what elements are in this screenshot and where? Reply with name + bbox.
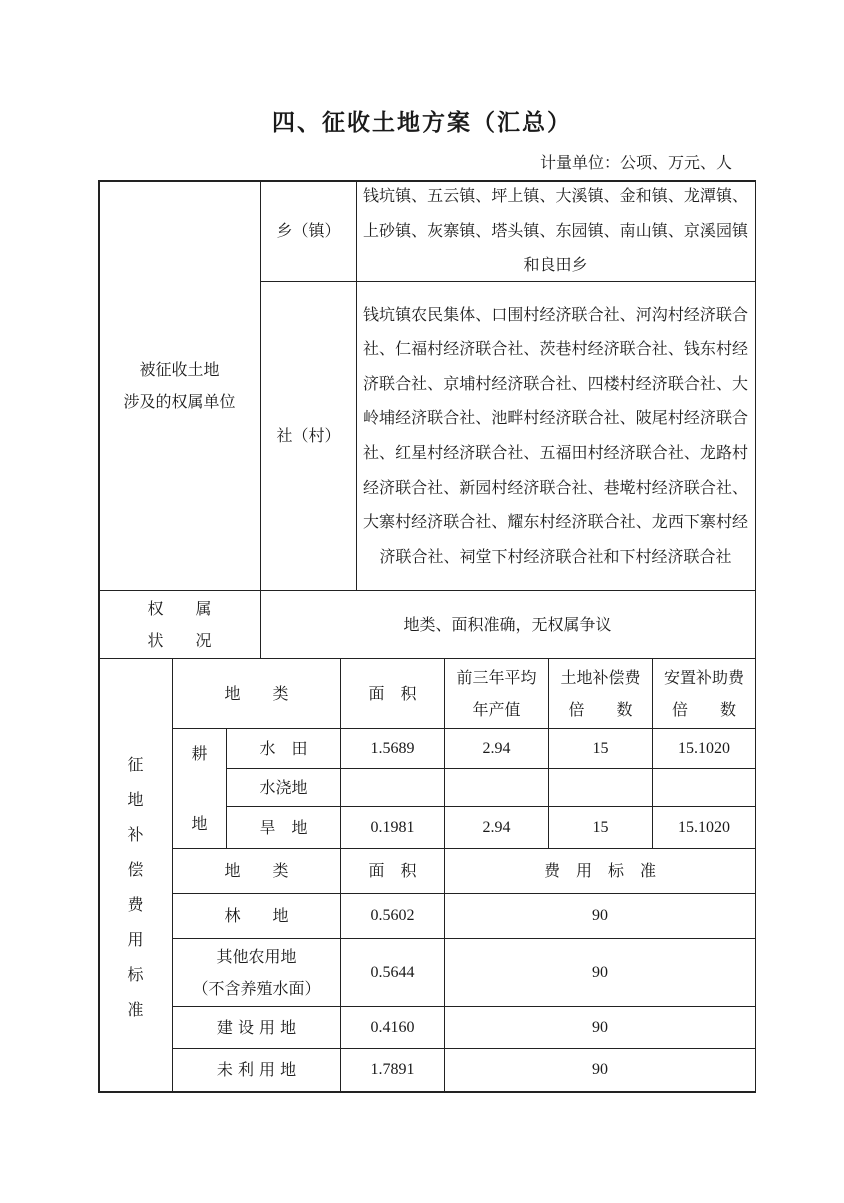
ownership-label-line2: 状 况	[147, 630, 212, 650]
cultivated-label-bottom: 地	[191, 814, 208, 833]
ownership-label	[99, 591, 260, 658]
table-cell-area	[341, 769, 444, 806]
table-cell-type: 旱 地	[259, 817, 308, 837]
table-cell-type: 未 利 用 地	[216, 1060, 297, 1079]
side-char: 补	[127, 825, 144, 844]
header-avg-output	[445, 659, 548, 728]
side-char: 准	[127, 1000, 144, 1019]
page-title: 四、征收土地方案（汇总）	[272, 109, 572, 136]
side-char: 标	[127, 965, 144, 984]
table-cell-type: 林 地	[224, 906, 289, 925]
table-cell-standard: 90	[592, 963, 608, 981]
ownership-value: 地类、面积准确，无权属争议	[403, 614, 612, 634]
table-cell-resettle-mult: 15.1020	[678, 739, 730, 757]
header-resettle-mult-l1: 安置补助费	[663, 667, 744, 687]
table-cell-land-mult: 15	[592, 818, 609, 836]
village-value: 钱坑镇农民集体、口围村经济联合社、河沟村经济联合社、仁福村经济联合社、茨巷村经济联合社、钱东村经济联合社、京埔村经济联合社、四楼村经济联合社、大岭埔经济联合社、池畔村经济联合社、陂尾村经济联合社、红星村经济联合社、五福田村经济联合社、龙路村经济联合社、新园村经济联合社、巷墘村经济联合社、大寨村经济联合社、耀东村经济联合社、龙西下寨村经济联合社、祠堂下村经济联合社和下村经济联合社	[363, 304, 748, 566]
owner-label-line1: 被征收土地	[139, 359, 220, 379]
header-land-type: 地 类	[224, 683, 289, 703]
header-land-mult-l2: 倍 数	[568, 699, 633, 719]
table-cell-type	[173, 939, 340, 1006]
township-value: 钱坑镇、五云镇、坪上镇、大溪镇、金和镇、龙潭镇、上砂镇、灰寨镇、塔头镇、东园镇、南山镇、京溪园镇和良田乡	[363, 186, 748, 275]
header-resettle-mult-l2: 倍 数	[671, 699, 736, 719]
table-cell-area: 0.5602	[370, 907, 415, 924]
owner-label	[99, 181, 260, 590]
table-cell-type-l1: 其他农用地	[216, 946, 297, 966]
table-cell-type: 建 设 用 地	[216, 1017, 297, 1037]
unit-label: 计量单位：公项、万元、人	[539, 153, 732, 172]
table-cell-avg-output	[445, 769, 548, 806]
side-char: 地	[127, 790, 144, 809]
table-cell-area: 1.7891	[370, 1061, 415, 1078]
table-cell-type-l2: （不含养殖水面）	[192, 978, 321, 998]
table-cell-avg-output: 2.94	[482, 818, 511, 836]
header2-standard: 费 用 标 准	[543, 861, 656, 880]
header-area: 面 积	[368, 683, 417, 703]
header2-area: 面 积	[368, 861, 417, 880]
township-label: 乡（镇）	[276, 221, 341, 240]
header-land-mult-l1: 土地补偿费	[560, 667, 641, 687]
table-cell-land-mult	[549, 769, 652, 806]
compensation-side-label	[99, 659, 172, 1091]
village-label: 社（村）	[276, 426, 341, 445]
table-cell-standard: 90	[592, 1018, 608, 1036]
table-border	[98, 1091, 756, 1093]
owner-label-line2: 涉及的权属单位	[123, 391, 236, 411]
side-char: 征	[127, 755, 144, 774]
table-cell-resettle-mult	[653, 769, 755, 806]
table-cell-resettle-mult: 15.1020	[678, 818, 730, 836]
header-land-multiplier	[549, 659, 652, 728]
table-cell-area: 0.4160	[370, 1018, 415, 1036]
table-cell-avg-output: 2.94	[482, 739, 511, 757]
table-cell-area: 0.1981	[370, 818, 415, 836]
table-cell-area: 1.5689	[370, 739, 415, 757]
header-avg-output-l1: 前三年平均	[456, 667, 537, 687]
header2-land-type: 地 类	[224, 861, 289, 880]
header-avg-output-l2: 年产值	[472, 699, 521, 719]
ownership-label-line1: 权 属	[147, 598, 212, 618]
side-char: 偿	[127, 860, 144, 879]
side-char: 用	[127, 930, 144, 949]
table-cell-type: 水 田	[259, 738, 308, 758]
cultivated-label-top: 耕	[191, 744, 208, 763]
table-cell-standard: 90	[592, 1061, 608, 1078]
table-cell-area: 0.5644	[370, 963, 415, 981]
header-resettle-multiplier	[653, 659, 755, 728]
table-cell-standard: 90	[592, 907, 608, 924]
side-char: 费	[127, 895, 144, 914]
table-cell-type: 水浇地	[259, 777, 308, 797]
table-cell-land-mult: 15	[592, 739, 609, 757]
